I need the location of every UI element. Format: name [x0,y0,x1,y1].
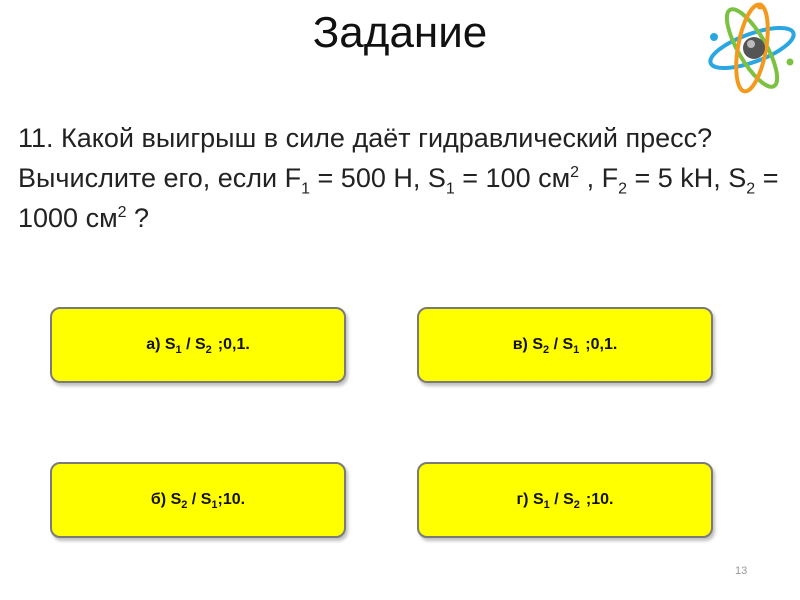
question-part: ? [126,203,150,233]
subscript: 1 [543,499,550,512]
answer-text: б) S [150,491,182,508]
question-part: 11. Какой выигрыш в силе даёт гидравлический пресс? Вычислите его, если F [18,123,713,193]
answer-a-button[interactable] [50,307,346,383]
answer-b-button[interactable] [50,462,346,538]
subscript: 1 [445,180,455,198]
answer-text: / S [187,491,212,508]
subscript: 1 [301,180,311,198]
answer-a-label [146,336,250,357]
subscript: 1 [573,344,580,357]
superscript: 2 [117,204,127,221]
answer-text: ;0,1. [217,336,250,353]
subscript: 2 [573,499,580,512]
answer-text: / S [549,491,574,508]
answer-text: / S [549,336,574,353]
answer-text: ;10. [585,491,614,508]
slide-title: Задание [312,8,488,57]
question-part: = 100 см [454,163,571,193]
answer-g-button[interactable] [417,462,713,538]
answer-text: ;10. [217,491,246,508]
answer-text: / S [181,336,206,353]
superscript: 2 [570,164,580,181]
answer-b-label [150,491,246,512]
subscript: 2 [181,499,188,512]
page-number: 13 [735,565,748,577]
subscript: 2 [205,344,212,357]
answer-g-label [516,491,614,512]
subscript: 1 [175,344,182,357]
answer-text: г) S [516,491,544,508]
answer-text: а) S [146,336,176,353]
answer-text: ;0,1. [585,336,618,353]
question-part: = 1000 см [18,163,779,233]
answer-v-label [512,336,618,357]
answer-text: в) S [512,336,543,353]
question-text [18,118,788,238]
atom-icon [700,0,800,100]
question-part: = 5 kН, S [626,163,747,193]
subscript: 2 [746,180,756,198]
question-part: = 500 Н, S [310,163,446,193]
subscript: 2 [543,344,550,357]
subscript: 2 [618,180,627,198]
question-part: , F [579,163,619,193]
answer-v-button[interactable] [417,307,713,383]
subscript: 1 [211,499,218,512]
